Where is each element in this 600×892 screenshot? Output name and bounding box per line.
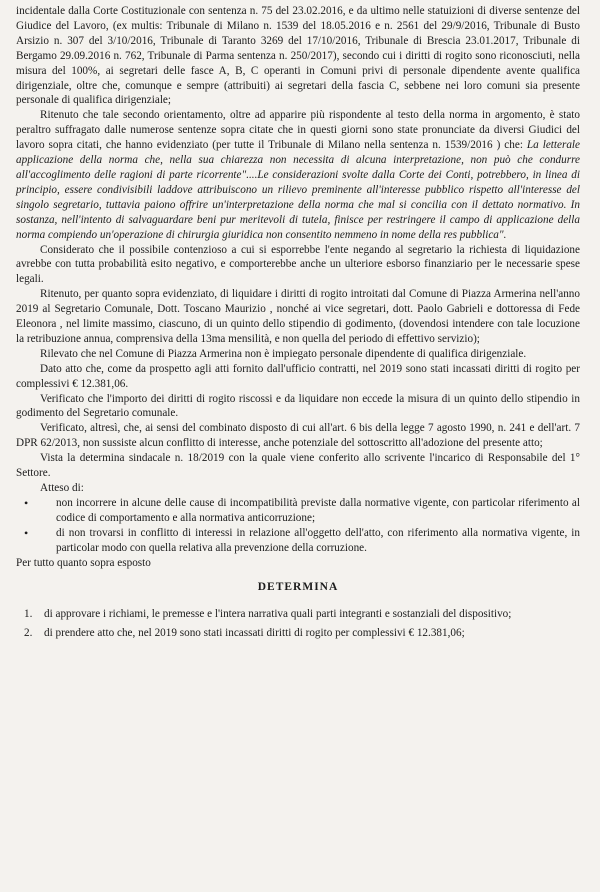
list-item [16, 496, 580, 526]
paragraph-corte-costituzionale: incidentale dalla Corte Costituzionale con sentenza n. 75 del 23.02.2016, e da ultimo nelle statuizioni di diverse sentenze del Giudice del Lavoro, (ex multis: Tribunale di Milano n. 1539 del 18.05.2016 e n. 2561 del 29/9/2016, Tribunale di Busto Arsizio n. 307 del 3/10/2016, Tribunale di Taranto 3269 del 17/10/2016, Tribunale di Brescia 23.01.2017, Tribunale di Bergamo 29.09.2016 n. 762, Tribunale di Parma sentenza n. 250/2017), secondo cui i diritti di rogito sono riconosciuti, nella misura del 100%, ai segretari delle fasce A, B, C operanti in Comuni privi di personale dipendente avente qualifica dirigenziale, oltre che, comunque e sempre (attribuiti) ai segretari della fascia C, sebbene nei loro comuni sia presente personale di qualifica dirigenziale; [16, 5, 580, 107]
bullet-text: di non trovarsi in conflitto di interessi in relazione all'oggetto dell'atto, con riferimento alla normativa vigente, in particolar modo con quella relativa alla prevenzione della corruzione. [56, 526, 580, 554]
paragraph-ritenuto-orientamento [16, 108, 580, 242]
paragraph-verificato-altresi: Verificato, altresì, che, ai sensi del combinato disposto di cui all'art. 6 bis della legge 7 agosto 1990, n. 241 e dell'art. 7 DPR 62/2013, non sussiste alcun conflitto di interesse, anche potenziale del sottoscritto all'adozione del presente atto; [16, 422, 580, 450]
quoted-sentence: La letterale applicazione della norma che, nella sua chiarezza non necessita di alcuna interpretazione, non può che condurre all'accoglimento delle ragioni di parte ricorrente"....Le considerazioni svolte dalla Corte dei Conti, potrebbero, in linea di principio, essere condivisibili laddove attribuiscono un rilievo preminente all'interesse pubblico rispetto all'interesse del singolo segretario, tuttavia paiono offrire un'interpretazione della norma che mal si concilia con il dettato normativo. In sostanza, nell'intento di salvaguardare beni pur meritevoli di tutela, finisce per restringere il campo di applicazione della norma compiendo un'operazione di chirurgia giuridica non consentito nemmeno in nome della res pubblica". [16, 139, 580, 241]
numbered-list [16, 607, 580, 641]
item-text: di approvare i richiami, le premesse e l'intera narrativa quali parti integranti e sostanziali del dispositivo; [44, 608, 512, 621]
paragraph-rilevato: Rilevato che nel Comune di Piazza Armerina non è impiegato personale dipendente di qualifica dirigenziale. [40, 347, 527, 360]
paragraph-ritenuto-text: Ritenuto che tale secondo orientamento, oltre ad apparire più rispondente al testo della norma in argomento, è stato peraltro suffragato dalle numerose sentenze sopra citate che in questi giorni sono state pronunciate da diversi Giudici del lavoro sopra citati, che hanno evidenziato (per tutte il Tribunale di Milano nella sentenza n. 1539/2016 ) che: [16, 109, 580, 152]
paragraph-atteso: Atteso di: [40, 482, 84, 494]
paragraph-vista-determina: Vista la determina sindacale n. 18/2019 con la quale viene conferito allo scrivente l'incarico di Responsabile del 1° Settore. [16, 452, 580, 480]
section-heading: DETERMINA [257, 581, 339, 594]
item-number: 1. [24, 608, 33, 621]
item-text: di prendere atto che, nel 2019 sono stati incassati diritti di rogito per complessivi € 12.381,06; [44, 627, 465, 640]
list-item [16, 626, 580, 641]
bullet-list [16, 496, 580, 556]
paragraph-verificato: Verificato che l'importo dei diritti di rogito riscossi e da liquidare non eccede la misura di un quinto dello stipendio in godimento del Segretario comunale. [16, 392, 580, 420]
bullet-text: non incorrere in alcune delle cause di incompatibilità previste dalla normative vigente, con particolar riferimento al codice di comportamento e alla normativa anticorruzione; [56, 496, 580, 524]
bullet-icon: • [24, 495, 29, 510]
list-item [16, 607, 580, 622]
list-item [16, 526, 580, 556]
paragraph-considerato: Considerato che il possibile contenzioso a cui si esporrebbe l'ente negando al segretario la richiesta di liquidazione avrebbe con tutta probabilità esito negativo, e comporterebbe anche un ulteriore esborso finanziario per le necessarie spese legali. [16, 243, 580, 286]
closing-line: Per tutto quanto sopra esposto [16, 556, 151, 569]
paragraph-dato-atto: Dato atto che, come da prospetto agli atti fornito dall'ufficio contratti, nel 2019 sono stati incassati diritti di rogito per complessivi € 12.381,06. [16, 362, 580, 390]
paragraph-ritenuto-liquidare: Ritenuto, per quanto sopra evidenziato, di liquidare i diritti di rogito introitati dal Comune di Piazza Armerina nell'anno 2019 al Segretario Comunale, Dott. Toscano Maurizio , nonché ai vice segretari, dott. Paolo Gabrieli e dottoressa di Fede Eleonora , nel limite massimo, ciascuno, di un quinto dello stipendio di godimento, (dovendosi intendere con tale locuzione la retribuzione annua, comprensiva della 13ma mensilità, e non quella del periodo di effettivo servizio); [16, 288, 580, 345]
item-number: 2. [24, 627, 33, 640]
bullet-icon: • [24, 525, 29, 540]
